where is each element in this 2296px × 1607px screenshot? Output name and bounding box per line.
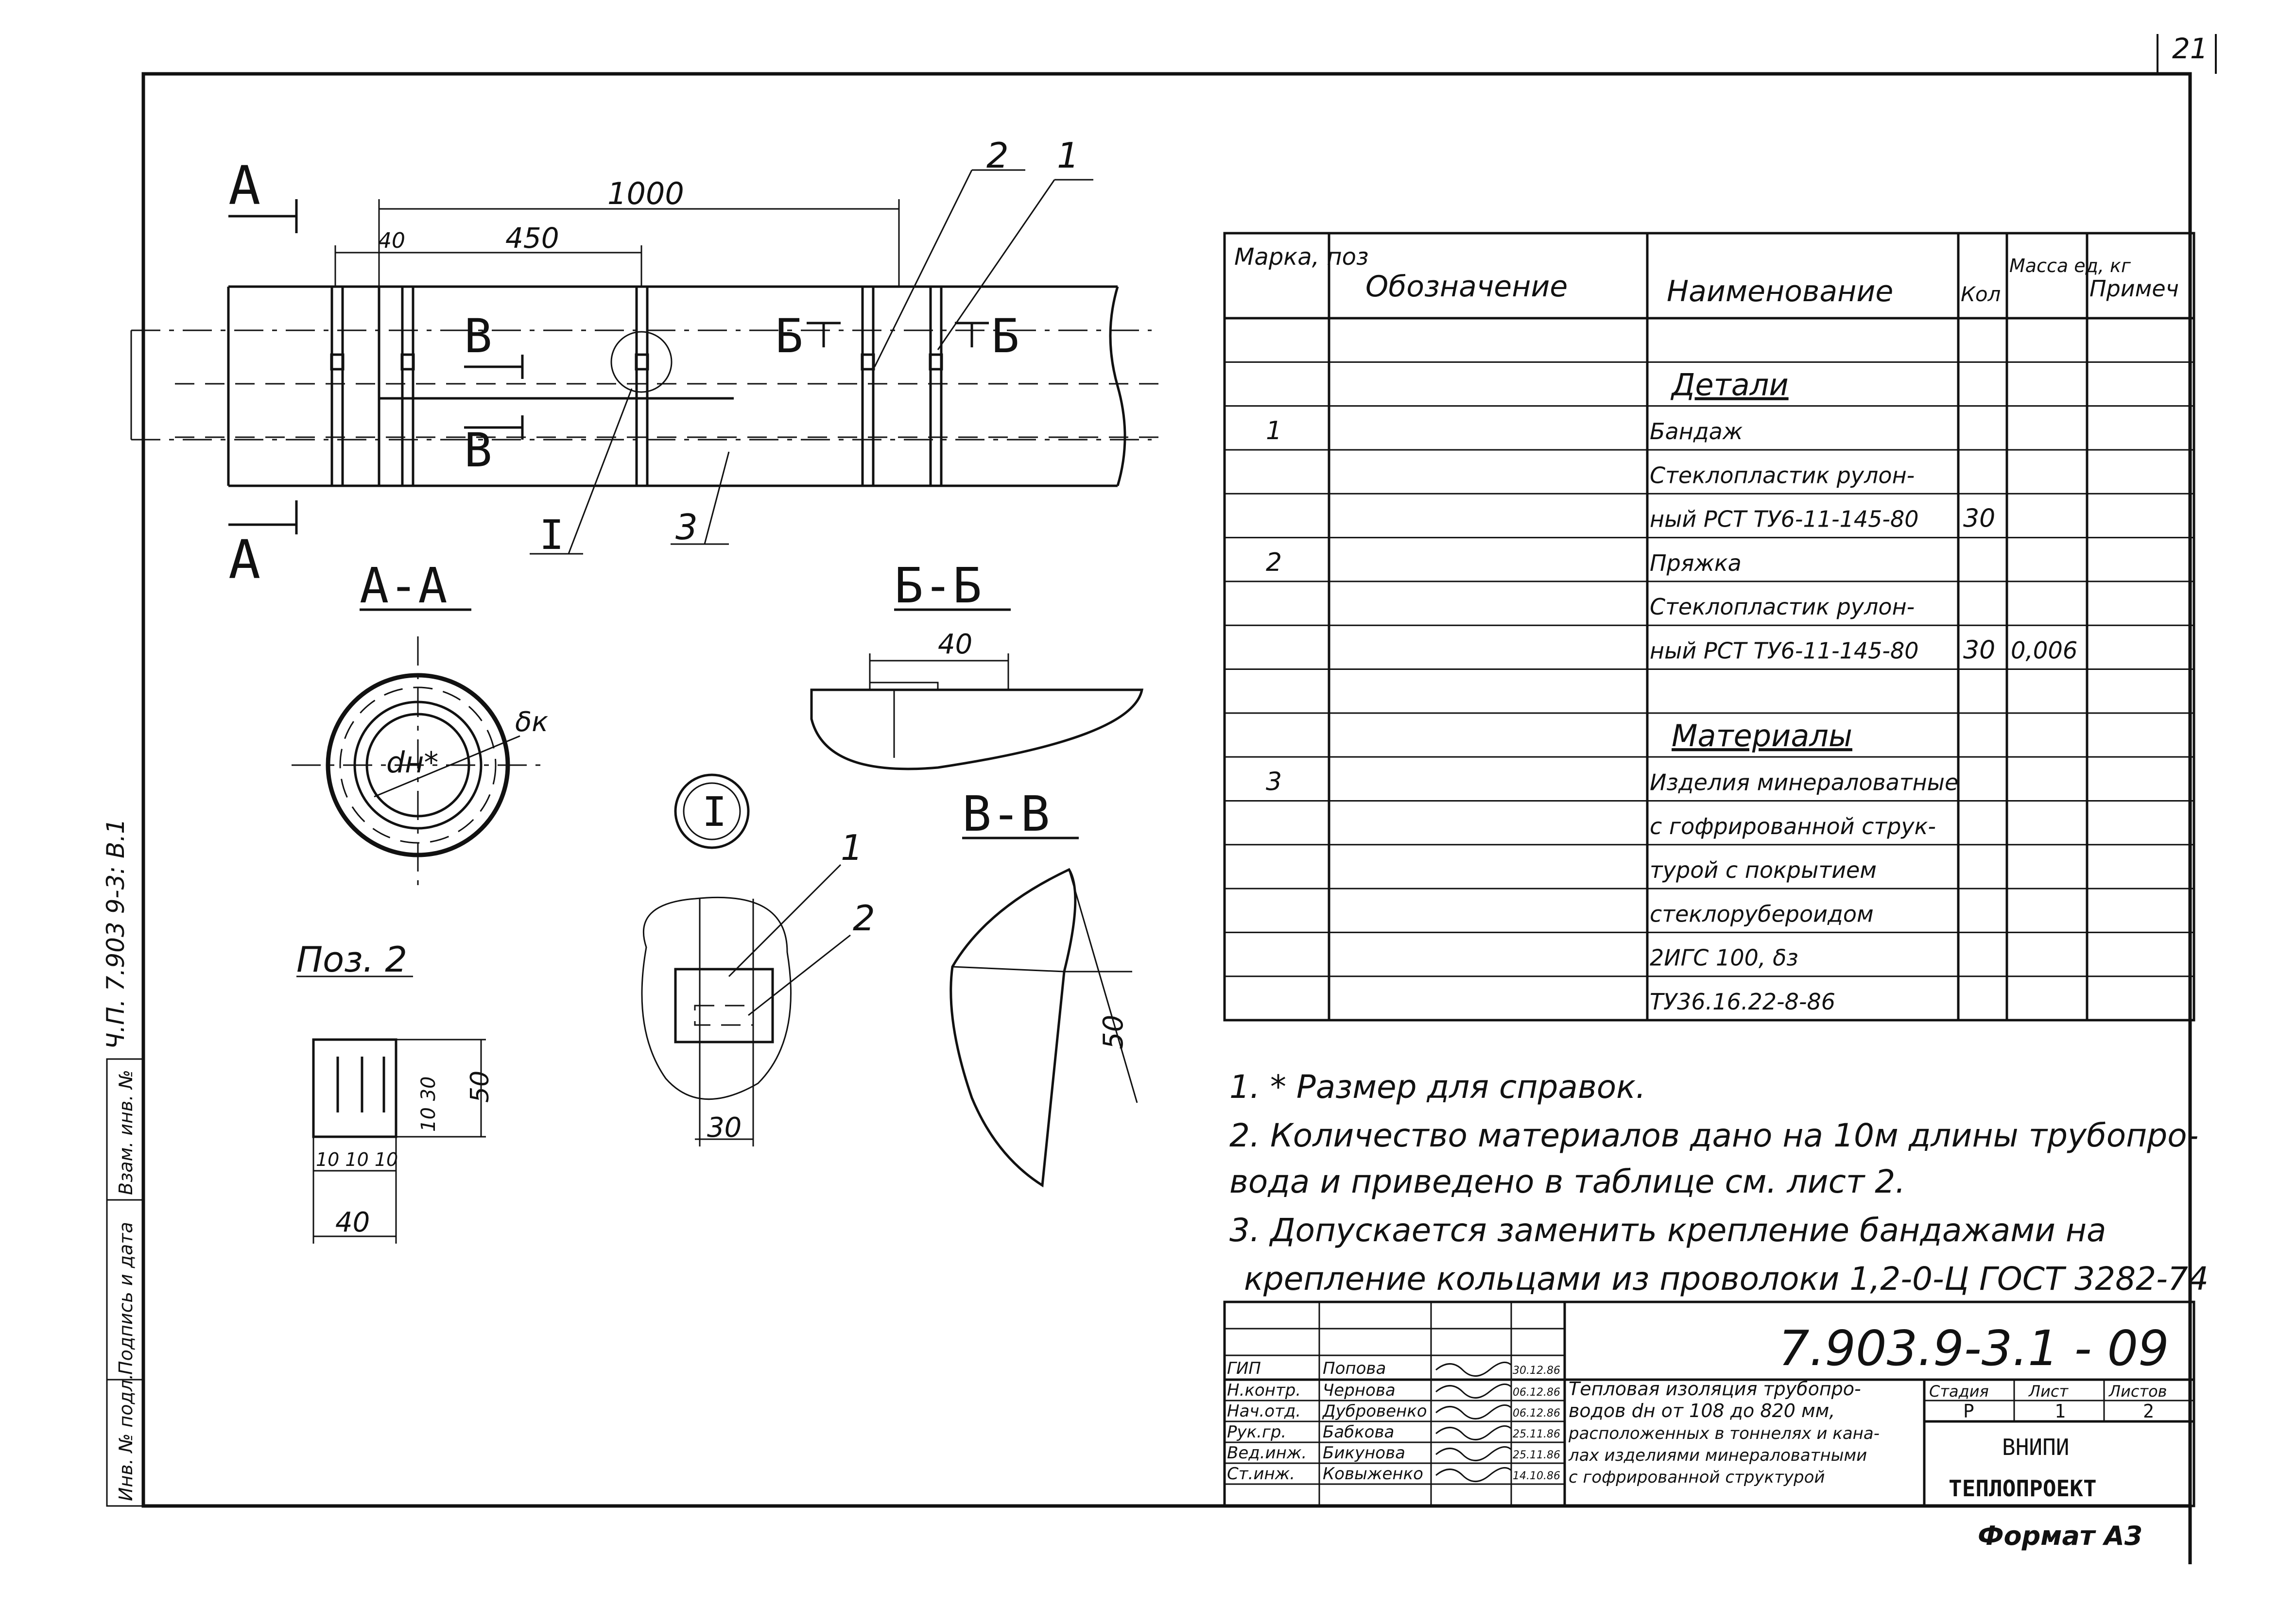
tb-role: Рук.гр.: [1227, 1422, 1287, 1442]
tb-sheets: 2: [2143, 1401, 2154, 1422]
tb-date: 06.12.86: [1513, 1407, 1560, 1419]
mark-b-right: Б: [991, 309, 1019, 363]
pos-2-label: Поз. 2: [296, 939, 408, 980]
dim-50: 50: [466, 1070, 495, 1103]
spec-row-mass: 0,006: [2011, 637, 2078, 665]
dim-450: 450: [505, 222, 559, 255]
side-label-signature: Подпись и дата: [115, 1222, 137, 1375]
dim-10-10-10: 10 10 10: [316, 1149, 398, 1170]
spec-row-mark: 3: [1266, 767, 1282, 797]
tb-date: 25.11.86: [1513, 1428, 1560, 1440]
detail-leader-2: 2: [853, 898, 875, 939]
leader-3: 3: [675, 507, 698, 547]
section-vv-title: В-В: [962, 786, 1050, 842]
front-view-dimensions: [335, 176, 899, 287]
mark-v-lower: В: [464, 423, 492, 478]
hdr-designation: Обозначение: [1365, 270, 1568, 304]
detail-i: [642, 775, 875, 1146]
side-stamp: [102, 819, 143, 1506]
tb-name: Бикунова: [1323, 1443, 1405, 1463]
detail-i-callout: I: [702, 788, 727, 836]
tb-sheets-label: Листов: [2109, 1382, 2167, 1401]
tb-role: Ст.инж.: [1227, 1464, 1295, 1484]
section-aa-title: А-А: [360, 557, 448, 614]
hdr-qty: Кол: [1961, 282, 2001, 306]
spec-row-name: стеклорубероидом: [1650, 901, 1874, 927]
side-label-replace: Взам. инв. №: [115, 1069, 137, 1195]
detail-circle: [611, 332, 672, 392]
tb-signature: [1436, 1405, 1511, 1419]
tb-signature: [1436, 1468, 1511, 1481]
mark-v-upper: В: [464, 309, 492, 363]
doc-code: 7.903.9-3.1 - 09: [1778, 1320, 2169, 1377]
bandage-5: [930, 287, 942, 486]
tb-date: 14.10.86: [1513, 1470, 1560, 1482]
section-a-mark-bottom: А: [228, 529, 261, 591]
spec-row-qty: 30: [1963, 635, 1996, 665]
spec-row-qty: 30: [1963, 504, 1996, 533]
tb-name: Бабкова: [1323, 1422, 1395, 1442]
note-2: 2. Количество материалов дано на 10м длины трубопро-: [1229, 1117, 2199, 1154]
section-marks: [228, 154, 1019, 591]
leader-1: 1: [1057, 135, 1079, 176]
format-label: Формат А3: [1978, 1521, 2143, 1551]
spec-row-name: Материалы: [1672, 718, 1852, 754]
tb-title-line-2: водов dн от 108 до 820 мм,: [1569, 1400, 1835, 1421]
detail-mark-leader: I: [539, 511, 564, 559]
tb-signature: [1436, 1447, 1511, 1460]
hdr-mass: Масса ед, кг: [2009, 255, 2131, 276]
bandage-3: [636, 287, 648, 486]
detail-leader-1: 1: [841, 827, 863, 868]
mark-b-left: Б: [775, 309, 803, 363]
spec-table: [1225, 233, 2194, 1020]
hdr-note: Примеч: [2089, 275, 2179, 302]
tb-stage: Р: [1963, 1401, 1974, 1422]
tb-date: 06.12.86: [1513, 1386, 1560, 1399]
leader-2: 2: [986, 135, 1009, 176]
spec-row-name: ный РСТ ТУ6-11-145-80: [1650, 506, 1919, 532]
dim-50-vv: 50: [1098, 1014, 1129, 1049]
section-aa: [292, 557, 548, 894]
tb-name: Чернова: [1323, 1381, 1396, 1400]
dim-40-pos: 40: [335, 1207, 370, 1238]
spec-row-name: Стеклопластик рулон-: [1650, 462, 1915, 489]
spec-row-mark: 2: [1266, 547, 1282, 577]
dim-40: 40: [378, 228, 405, 253]
dim-10-30: 10 30: [417, 1076, 440, 1132]
pos-2: [296, 939, 495, 1244]
aa-dn-label: dн*: [386, 746, 439, 780]
spec-row-name: 2ИГС 100, δз: [1650, 944, 1798, 971]
spec-row-name: Бандаж: [1650, 418, 1743, 444]
tb-title-line-5: с гофрированной структурой: [1569, 1468, 1825, 1487]
hdr-name: Наименование: [1667, 274, 1894, 308]
tb-role: Нач.отд.: [1227, 1402, 1301, 1421]
hdr-mark: Марка, поз: [1234, 243, 1369, 271]
note-3: 3. Допускается заменить крепление бандажами на: [1229, 1212, 2106, 1249]
note-3-cont: крепление кольцами из проволоки 1,2-0-Ц ГОСТ 3282-74: [1244, 1260, 2209, 1298]
bandage-1: [331, 287, 343, 486]
section-a-mark-top: А: [228, 154, 261, 217]
tb-org-1: ВНИПИ: [2002, 1434, 2070, 1460]
tb-name: Ковыженко: [1323, 1464, 1423, 1484]
title-block: [1225, 1302, 2194, 1506]
spec-row-name: с гофрированной струк-: [1650, 813, 1936, 839]
side-label-inventory: Инв. № подл.: [115, 1373, 137, 1501]
tb-name: Дубровенко: [1323, 1402, 1427, 1421]
dim-30: 30: [707, 1112, 742, 1144]
spec-row-name: Детали: [1672, 367, 1789, 403]
bandage-4: [862, 287, 874, 486]
dim-40-bb: 40: [938, 629, 973, 660]
note-2-cont: вода и приведено в таблице см. лист 2.: [1229, 1163, 1906, 1200]
tb-role: Н.контр.: [1227, 1381, 1301, 1400]
side-code: Ч.П. 7.903 9-3: В.1: [102, 819, 130, 1049]
tb-stage-label: Стадия: [1929, 1382, 1989, 1401]
note-1: 1. * Размер для справок.: [1229, 1068, 1646, 1106]
tb-signature: [1436, 1384, 1511, 1398]
tb-signature: [1436, 1426, 1511, 1439]
tb-title-line-1: Тепловая изоляция трубопро-: [1569, 1378, 1861, 1400]
tb-role: ГИП: [1227, 1359, 1261, 1378]
section-bb-title: Б-Б: [894, 557, 982, 614]
tb-org-2: ТЕПЛОПРОЕКТ: [1949, 1475, 2097, 1502]
tb-title-line-4: лах изделиями минераловатными: [1569, 1446, 1867, 1465]
spec-row-name: Стеклопластик рулон-: [1650, 594, 1915, 620]
bandage-2: [402, 287, 414, 486]
section-bb: [811, 557, 1142, 769]
spec-row-name: ный РСТ ТУ6-11-145-80: [1650, 637, 1919, 664]
tb-role: Вед.инж.: [1227, 1443, 1307, 1463]
tb-signature: [1436, 1362, 1511, 1376]
spec-row-name: Пряжка: [1650, 549, 1742, 576]
section-vv: [951, 786, 1137, 1185]
aa-dk-label: δк: [515, 706, 549, 738]
tb-sheet-label: Лист: [2029, 1382, 2069, 1401]
tb-sheet: 1: [2054, 1401, 2066, 1422]
notes-block: [1229, 1068, 2209, 1298]
spec-row-name: ТУ36.16.22-8-86: [1650, 989, 1835, 1015]
dim-1000: 1000: [607, 176, 684, 211]
tb-title-line-3: расположенных в тоннелях и кана-: [1569, 1424, 1880, 1443]
tb-name: Попова: [1323, 1359, 1386, 1378]
spec-row-mark: 1: [1266, 416, 1282, 445]
page-number: 21: [2172, 32, 2208, 65]
spec-row-name: Изделия минераловатные: [1650, 769, 1959, 796]
tb-date: 30.12.86: [1513, 1365, 1560, 1377]
tb-date: 25.11.86: [1513, 1449, 1560, 1461]
spec-row-name: турой с покрытием: [1650, 857, 1877, 884]
